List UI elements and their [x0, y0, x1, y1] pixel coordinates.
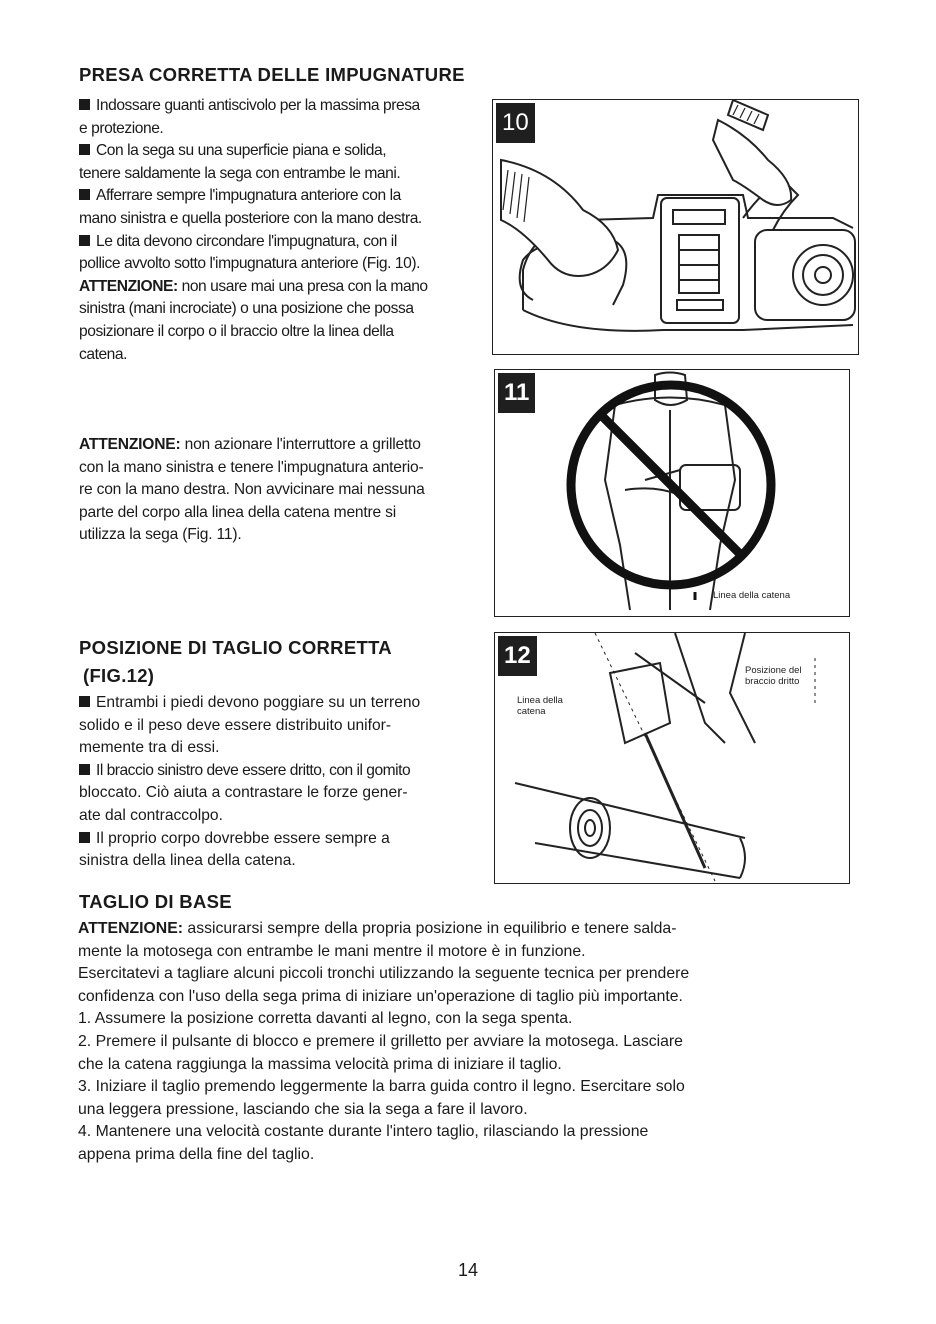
bullet-square-icon — [79, 832, 90, 843]
figure-number-11: 11 — [498, 373, 535, 413]
bullet-square-icon — [79, 189, 90, 200]
page-number: 14 — [457, 1260, 479, 1280]
pos-line-7: Il proprio corpo dovrebbe essere sempre a — [79, 828, 484, 851]
cut-line-9: una leggera pressione, lasciando che sia la sega a fare il lavoro. — [78, 1100, 528, 1118]
chain-line-caption: Linea della catena — [713, 590, 791, 601]
straight-arm-caption: Posizione del braccio dritto — [745, 665, 802, 687]
basic-cut-instructions — [78, 918, 858, 1167]
grip-line-3: Con la sega su una superficie piana e solida, — [79, 140, 484, 163]
figure-10-grip-illustration — [492, 99, 859, 355]
trigger-line-4: parte del corpo alla linea della catena mentre si — [79, 503, 396, 521]
cutting-position-instructions — [79, 692, 484, 873]
grip-line-1: Indossare guanti antiscivolo per la massima presa — [79, 95, 484, 118]
grip-line-12: catena. — [79, 345, 128, 363]
figure-11-unsafe-position — [494, 369, 850, 617]
trigger-line-5: utilizza la sega (Fig. 11). — [79, 526, 242, 544]
grip-line-8: pollice avvolto sotto l'impugnatura anteriore (Fig. 10). — [79, 255, 420, 273]
grip-line-11: posizionare il corpo o il braccio oltre la linea della — [79, 322, 394, 340]
cut-line-10: 4. Mantenere una velocità costante durante l'intero taglio, rilasciando la pressione — [78, 1123, 649, 1141]
section-title-grip: PRESA CORRETTA DELLE IMPUGNATURE — [79, 64, 465, 85]
grip-line-6: mano sinistra e quella posteriore con la mano destra. — [79, 209, 422, 227]
grip-line-10: sinistra (mani incrociate) o una posizione che possa — [79, 300, 414, 318]
pos-line-8: sinistra della linea della catena. — [79, 852, 296, 870]
cut-line-3: Esercitatevi a tagliare alcuni piccoli tronchi utilizzando la seguente tecnica per prendere — [78, 965, 690, 983]
trigger-line-2: con la mano sinistra e tenere l'impugnatura anterio- — [79, 458, 424, 476]
cut-line-4: confidenza con l'uso della sega prima di iniziare un'operazione di taglio più importante. — [78, 987, 683, 1005]
figure-number-12: 12 — [498, 636, 537, 676]
cut-line-8: 3. Iniziare il taglio premendo leggermente la barra guida contro il legno. Esercitare solo — [78, 1078, 685, 1096]
grip-line-7: Le dita devono circondare l'impugnatura, con il — [79, 231, 484, 254]
bullet-square-icon — [79, 696, 90, 707]
trigger-line-3: re con la mano destra. Non avvicinare mai nessuna — [79, 481, 425, 499]
pos-line-6: ate dal contraccolpo. — [79, 806, 223, 824]
cut-line-11: appena prima della fine del taglio. — [78, 1145, 315, 1163]
chain-line-caption: Linea della catena — [517, 695, 563, 717]
section-subtitle-fig12: (FIG.12) — [83, 665, 155, 686]
chainsaw-grip-drawing — [493, 100, 859, 355]
figure-12-correct-position — [494, 632, 850, 884]
grip-instructions — [79, 95, 484, 366]
bullet-square-icon — [79, 764, 90, 775]
cut-line-2: mente la motosega con entrambe le mani mentre il motore è in funzione. — [78, 942, 586, 960]
no-cross-hand-drawing — [495, 370, 850, 617]
grip-line-9: ATTENZIONE: non usare mai una presa con la mano — [79, 277, 428, 295]
section-title-basic-cut: TAGLIO DI BASE — [79, 891, 232, 912]
grip-line-4: tenere saldamente la sega con entrambe le mani. — [79, 164, 401, 182]
cut-line-6: 2. Premere il pulsante di blocco e premere il grilletto per avviare la motosega. Lasciare — [78, 1032, 683, 1050]
trigger-warning — [79, 434, 484, 547]
section-title-cutting-position: POSIZIONE DI TAGLIO CORRETTA — [79, 637, 392, 658]
bullet-square-icon — [79, 144, 90, 155]
figure-number-10: 10 — [496, 103, 535, 143]
cut-line-7: che la catena raggiunga la massima velocità prima di iniziare il taglio. — [78, 1055, 562, 1073]
cut-line-5: 1. Assumere la posizione corretta davanti al legno, con la sega spenta. — [78, 1010, 573, 1028]
bullet-square-icon — [79, 235, 90, 246]
pos-line-4: Il braccio sinistro deve essere dritto, con il gomito — [79, 760, 484, 783]
grip-line-5: Afferrare sempre l'impugnatura anteriore con la — [79, 185, 484, 208]
pos-line-3: memente tra di essi. — [79, 739, 220, 757]
warning-label: ATTENZIONE: — [78, 920, 184, 937]
trigger-line-1: ATTENZIONE: non azionare l'interruttore a grilletto — [79, 436, 421, 453]
pos-line-5: bloccato. Ciò aiuta a contrastare le forze gener- — [79, 784, 408, 802]
pos-line-2: solido e il peso deve essere distribuito unifor- — [79, 716, 392, 734]
pos-line-1: Entrambi i piedi devono poggiare su un terreno — [79, 692, 484, 715]
warning-label: ATTENZIONE: — [79, 277, 178, 295]
cut-line-1: ATTENZIONE: assicurarsi sempre della propria posizione in equilibrio e tenere salda- — [78, 920, 677, 937]
grip-line-2: e protezione. — [79, 119, 164, 137]
bullet-square-icon — [79, 99, 90, 110]
warning-label: ATTENZIONE: — [79, 436, 181, 453]
